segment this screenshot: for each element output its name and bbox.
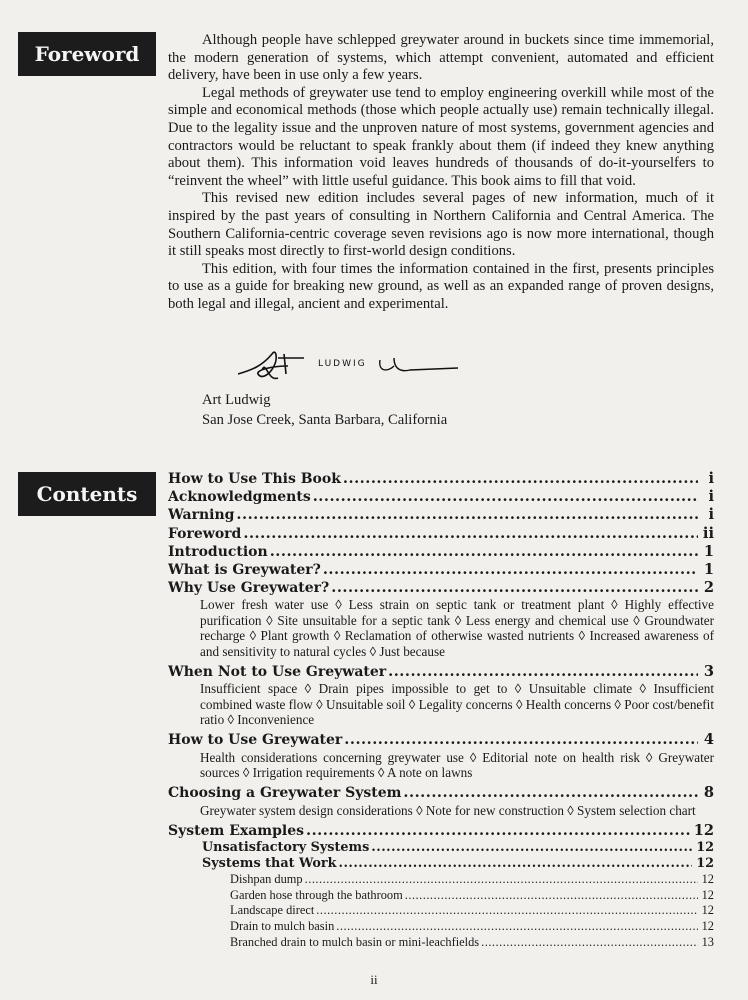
- foreword-paragraph: This edition, with four times the information contained in the first, presents principles to use as a guide for breaking new ground, as well as an expanded range of proven designs, both legal and illegal, ancient and experimental.: [168, 260, 714, 312]
- toc-description: Greywater system design considerations ◊ Note for new construction ◊ System selection chart: [200, 802, 696, 818]
- toc-leader: [323, 561, 698, 578]
- toc-page: 4: [703, 731, 714, 749]
- toc-entry[interactable]: [168, 579, 714, 597]
- toc-description: Lower fresh water use ◊ Less strain on septic tank or treatment plant ◊ Highly effective purification ◊ Site unsuitable for a septic tank ◊ Less energy and chemical use ◊ Groundwater recharge ◊ Plant growth ◊ Reclamation of otherwise wasted nutrients ◊ Increased awareness of and sensitivity to natural cycles ◊ Just because: [200, 597, 714, 659]
- toc-entry[interactable]: [168, 784, 714, 802]
- toc-page: 12: [701, 887, 714, 902]
- toc-title: Foreword: [168, 525, 242, 542]
- toc-title: How to Use Greywater: [168, 732, 343, 749]
- table-of-contents: [168, 470, 714, 950]
- toc-description: Insufficient space ◊ Drain pipes impossible to get to ◊ Unsuitable climate ◊ Insufficient combined waste flow ◊ Unsuitable soil ◊ Legality concerns ◊ Health concerns ◊ Poor cost/benefit ratio ◊ Inconvenience: [200, 681, 714, 727]
- toc-leader: [336, 919, 697, 934]
- contents-heading: Contents: [18, 472, 156, 516]
- toc-title: Landscape direct: [230, 903, 315, 918]
- toc-page: 12: [696, 840, 714, 856]
- toc-title: Branched drain to mulch basin or mini-leachfields: [230, 934, 480, 949]
- toc-leader: [316, 903, 697, 918]
- toc-page: i: [708, 470, 714, 487]
- toc-leader: [481, 935, 697, 950]
- foreword-paragraph: Legal methods of greywater use tend to employ engineering overkill while most of the simple and economical methods (those which people actually use) remain technically illegal. Due to the legality issue and the unproven nature of most systems, government agencies and contractors would be reluctant to speak frankly about them (if indeed they knew anything about them). This information void leaves hundreds of thousands of do-it-yourselfers to “reinvent the wheel” with little useful guidance. This book aims to fill that void.: [168, 84, 714, 189]
- toc-entry[interactable]: [168, 506, 714, 524]
- toc-page: 12: [693, 821, 714, 839]
- toc-leader: [338, 856, 692, 871]
- toc-subsubentry[interactable]: [168, 872, 714, 888]
- toc-leader: [405, 888, 698, 903]
- toc-title: Systems that Work: [202, 856, 337, 872]
- toc-entry[interactable]: [168, 543, 714, 561]
- toc-title: Acknowledgments: [168, 489, 311, 506]
- foreword-body: [168, 32, 714, 314]
- toc-leader: [306, 822, 690, 839]
- toc-page: 3: [703, 662, 714, 680]
- toc-leader: [388, 663, 698, 680]
- toc-page: i: [708, 506, 714, 524]
- toc-page: 12: [701, 918, 714, 933]
- toc-leader: [305, 872, 698, 887]
- toc-title: Dishpan dump: [230, 872, 303, 887]
- toc-subentry[interactable]: [168, 840, 714, 856]
- toc-entry[interactable]: [168, 488, 714, 506]
- toc-subsubentry[interactable]: [168, 919, 714, 935]
- toc-title: Why Use Greywater?: [168, 580, 330, 597]
- toc-entry[interactable]: [168, 822, 714, 840]
- toc-leader: [236, 506, 698, 523]
- foreword-paragraph: This revised new edition includes several pages of new information, much of it inspired by the past years of consulting in Northern California and Central America. The Southern California-centric coverage seven revisions ago is now more international, though it still speaks most directly to first-world design conditions.: [168, 190, 714, 260]
- toc-title: What is Greywater?: [168, 561, 321, 578]
- toc-title: Garden hose through the bathroom: [230, 887, 403, 902]
- toc-title: System Examples: [168, 822, 304, 839]
- foreword-paragraph: Although people have schlepped greywater around in buckets since time immemorial, the modern generation of systems, which attempt convenient, automated and efficient delivery, have been in use only a few years.: [168, 32, 714, 84]
- foreword-heading: Foreword: [18, 32, 156, 76]
- toc-page: ii: [702, 524, 714, 542]
- toc-entry[interactable]: [168, 470, 714, 488]
- toc-title: Unsatisfactory Systems: [202, 840, 370, 856]
- toc-page: 13: [701, 934, 714, 949]
- toc-page: 8: [703, 784, 714, 802]
- toc-leader: [331, 579, 698, 596]
- toc-title: How to Use This Book: [168, 471, 341, 487]
- toc-title: Warning: [168, 507, 235, 524]
- toc-title: When Not to Use Greywater: [168, 663, 387, 680]
- toc-entry[interactable]: [168, 663, 714, 681]
- toc-subentry[interactable]: [168, 856, 714, 872]
- toc-leader: [243, 525, 698, 542]
- toc-subsubentry[interactable]: [168, 935, 714, 951]
- toc-leader: [343, 470, 698, 487]
- toc-page: 1: [703, 542, 714, 560]
- signature-lettering: LUDWIG: [318, 359, 367, 369]
- toc-page: i: [708, 488, 714, 506]
- author-name: Art Ludwig: [202, 392, 271, 408]
- toc-title: Drain to mulch basin: [230, 918, 335, 933]
- toc-leader: [371, 840, 692, 855]
- toc-entry[interactable]: [168, 525, 714, 543]
- toc-leader: [270, 543, 698, 560]
- author-signature: [232, 344, 462, 388]
- toc-subsubentry[interactable]: [168, 903, 714, 919]
- toc-title: Introduction: [168, 543, 268, 560]
- page-number: ii: [370, 972, 378, 987]
- author-location: San Jose Creek, Santa Barbara, California: [202, 412, 448, 428]
- toc-leader: [403, 784, 698, 801]
- toc-page: 12: [701, 903, 714, 918]
- toc-page: 2: [703, 579, 714, 597]
- toc-subsubentry[interactable]: [168, 888, 714, 904]
- toc-entry[interactable]: [168, 731, 714, 749]
- toc-page: 12: [701, 872, 714, 887]
- toc-title: Choosing a Greywater System: [168, 785, 402, 802]
- toc-description: Health considerations concerning greywater use ◊ Editorial note on health risk ◊ Greywater sources ◊ Irrigation requirements ◊ A note on lawns: [200, 749, 714, 780]
- toc-entry[interactable]: [168, 561, 714, 579]
- toc-page: 12: [696, 856, 714, 872]
- toc-leader: [344, 731, 698, 748]
- toc-page: 1: [703, 560, 714, 578]
- toc-leader: [313, 488, 698, 505]
